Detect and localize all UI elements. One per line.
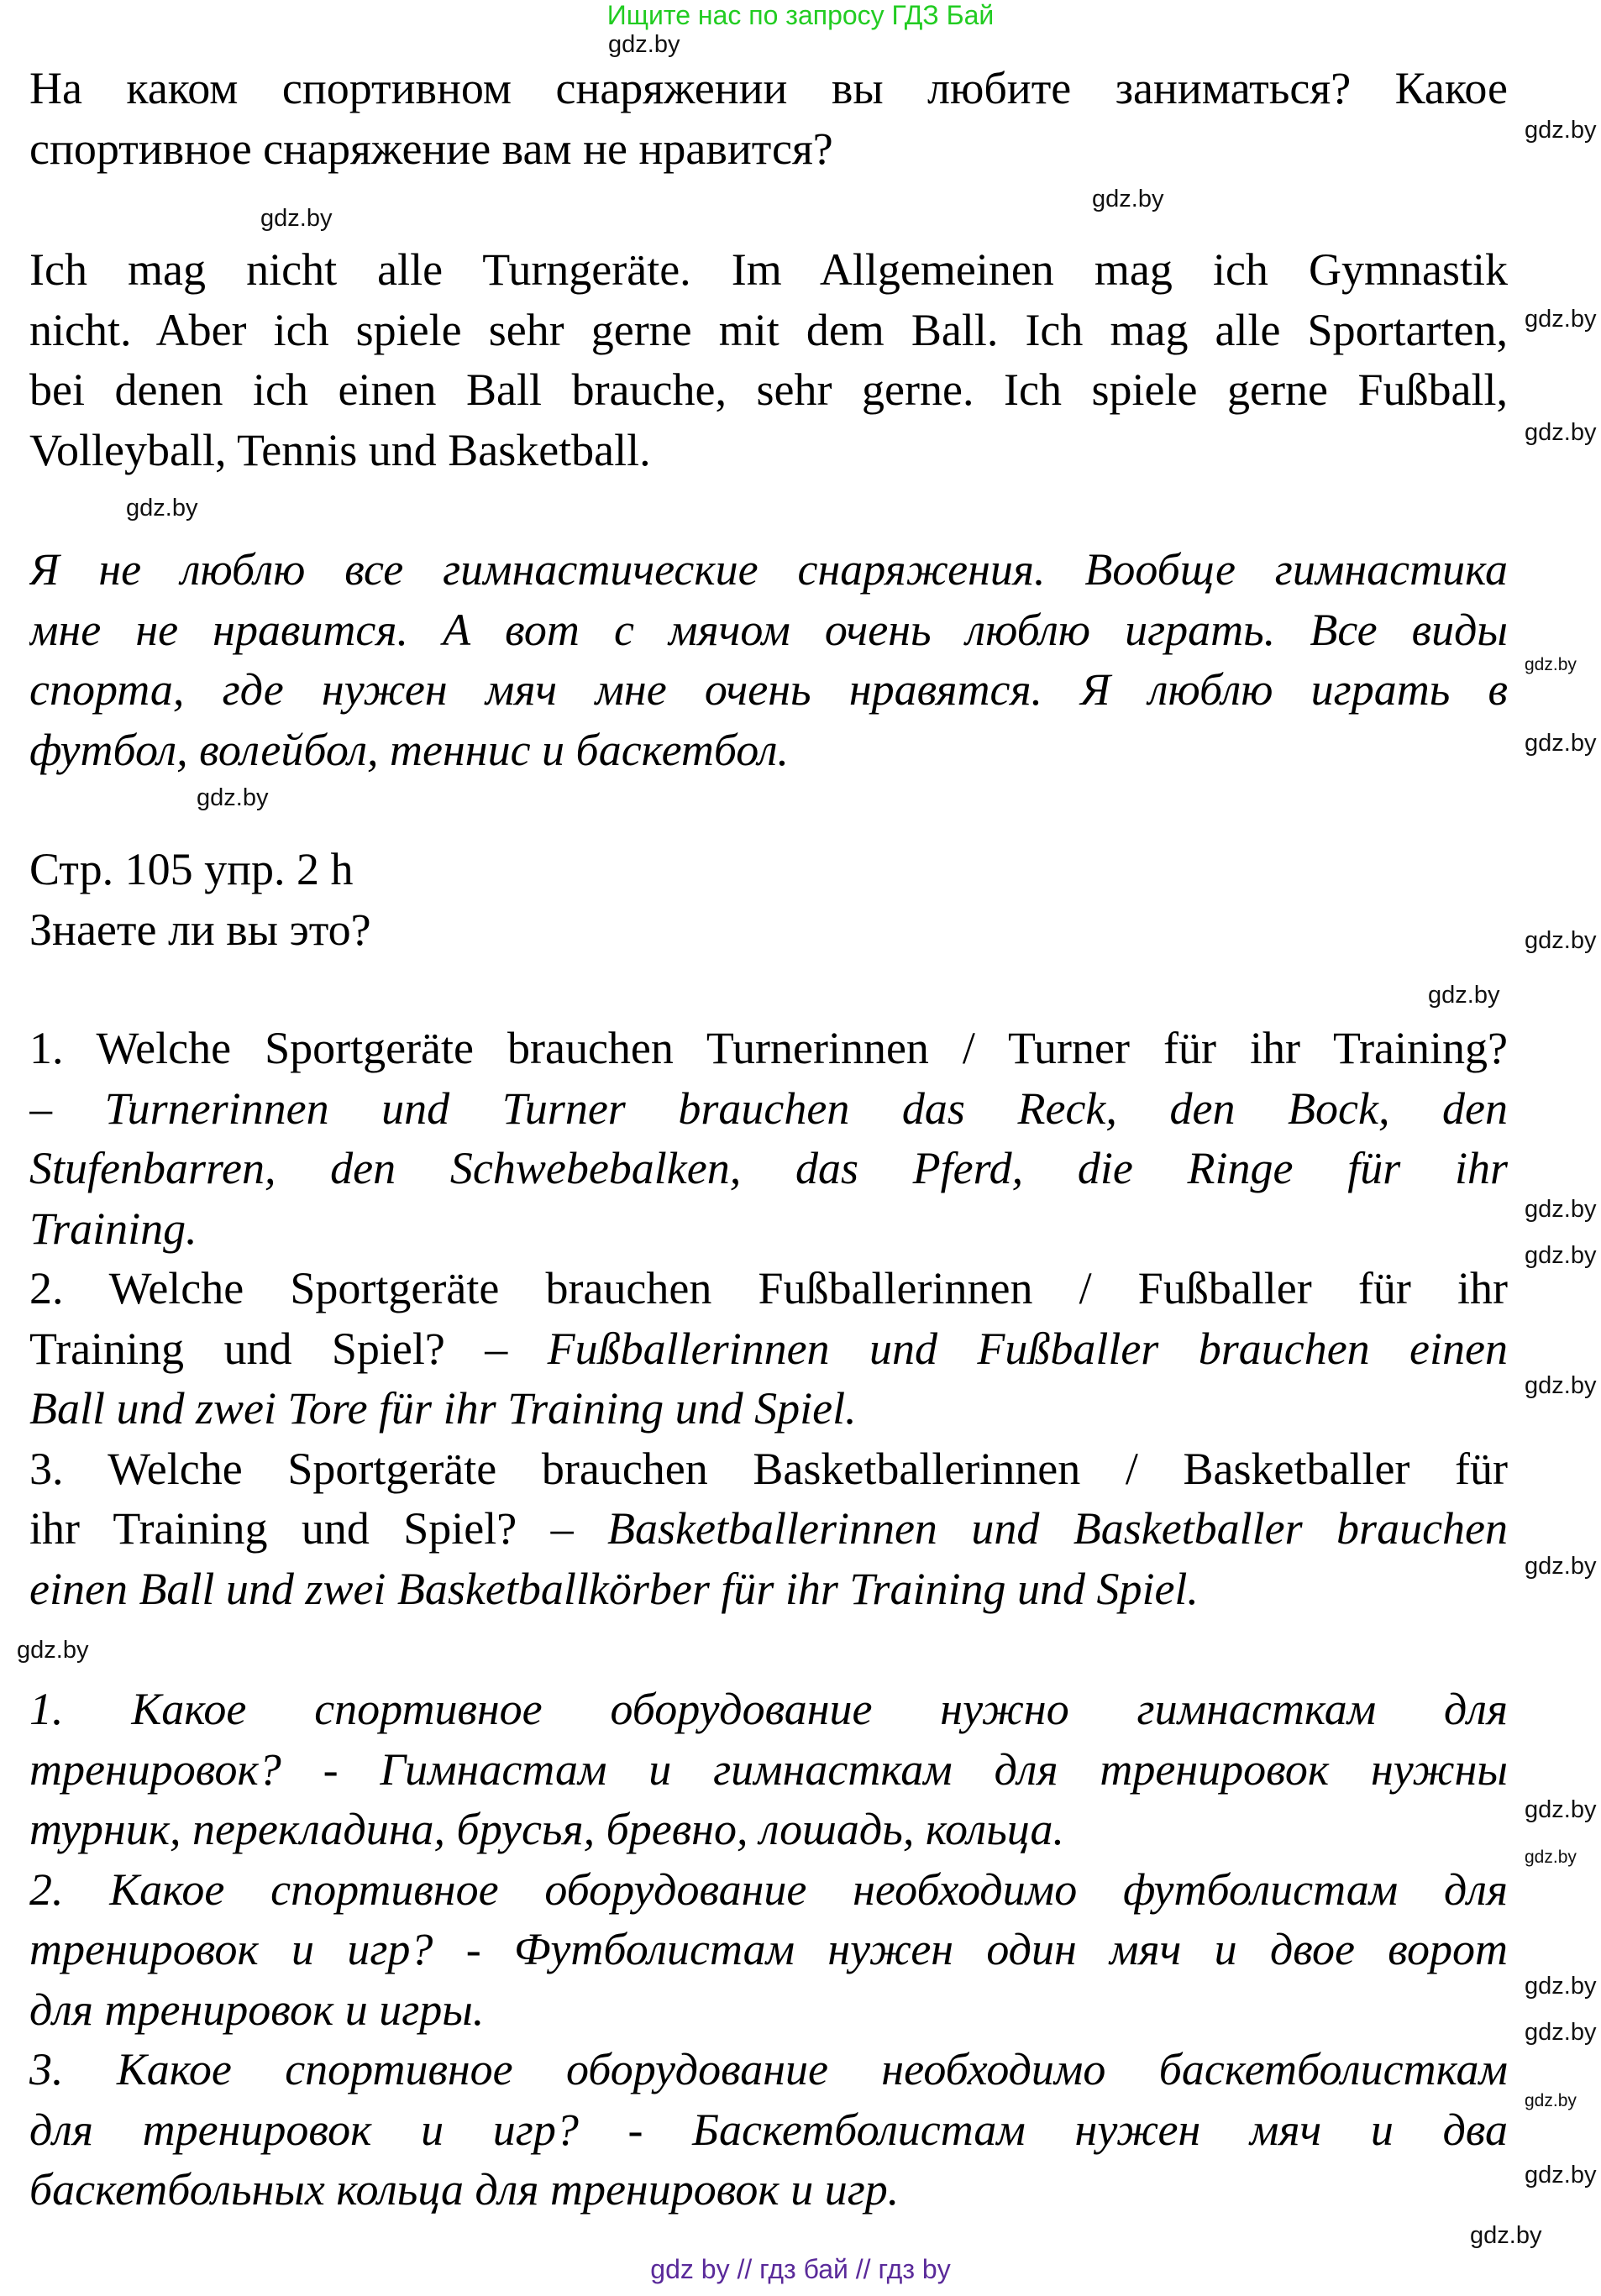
text-line: Я не люблю все гимнастические снаряжения. Вообще гимнастика [29, 544, 1508, 595]
watermark: gdz.by [1092, 186, 1164, 212]
text-line [29, 1439, 1508, 1500]
text-line: мне не нравится. А вот с мячом очень люблю играть. Все виды [29, 604, 1508, 655]
german-list [29, 1019, 1508, 1619]
watermark: gdz.by [1525, 730, 1597, 757]
answer-text: Training. [29, 1203, 197, 1254]
watermark: gdz.by [260, 205, 333, 232]
text-line [29, 1319, 1508, 1380]
exercise-ref: Стр. 105 упр. 2 h [29, 844, 354, 894]
text-line: Volleyball, Tennis und Basketball. [29, 424, 651, 475]
watermark: gdz.by [1525, 1196, 1597, 1223]
text-line: баскетбольных кольца для тренировок и игр. [29, 2164, 900, 2215]
watermark: gdz.by [1525, 2091, 1577, 2110]
text-line [29, 1019, 1508, 1079]
watermark: gdz.by [608, 31, 680, 58]
watermark: gdz.by [17, 1637, 89, 1664]
answer-text: einen Ball und zwei Basketballkörber für ihr Training und Spiel. [29, 1563, 1199, 1614]
watermark: gdz.by [1525, 1553, 1597, 1580]
text-line: 2. Какое спортивное оборудование необходимо футболистам для [29, 1864, 1508, 1915]
question [29, 59, 1508, 179]
text-line [29, 1259, 1508, 1319]
watermark: gdz.by [1525, 1372, 1597, 1399]
text-line: футбол, волейбол, теннис и баскетбол. [29, 724, 789, 775]
watermark: gdz.by [1428, 982, 1500, 1009]
text-line [29, 1139, 1508, 1199]
question-text: 2. Welche Sportgeräte brauchen Fußballerinnen / Fußballer für ihr [29, 1263, 1508, 1313]
watermark: gdz.by [1525, 1848, 1577, 1867]
text-line: для тренировок и игры. [29, 1984, 485, 2035]
exercise-title: Знаете ли вы это? [29, 904, 371, 955]
text-line [29, 1379, 1508, 1439]
exercise-heading [29, 840, 1508, 960]
text-line: bei denen ich einen Ball brauche, sehr gerne. Ich spiele gerne Fußball, [29, 364, 1508, 415]
text-line [29, 1079, 1508, 1140]
watermark: gdz.by [1525, 1242, 1597, 1269]
german-answer [29, 240, 1508, 480]
watermark: gdz.by [197, 784, 269, 811]
answer-text: Ball und zwei Tore für ihr Training und Spiel. [29, 1383, 857, 1434]
watermark: gdz.by [1525, 306, 1597, 333]
answer-text: Stufenbarren, den Schwebebalken, das Pferd, die Ringe für ihr [29, 1143, 1508, 1193]
russian-translation [29, 540, 1508, 780]
watermark: gdz.by [1525, 1973, 1597, 2000]
text-line: турник, перекладина, брусья, бревно, лошадь, кольца. [29, 1804, 1064, 1854]
question-text: 3. Welche Sportgeräte brauchen Basketballerinnen / Basketballer für [29, 1443, 1508, 1494]
watermark: gdz.by [1525, 655, 1577, 674]
text-line [29, 1499, 1508, 1559]
answer-text: Fußballerinnen und Fußballer brauchen einen [547, 1323, 1508, 1374]
watermark: gdz.by [1470, 2222, 1542, 2249]
footer-links: gdz by // гдз бай // гдз by [650, 2254, 951, 2284]
watermark: gdz.by [1525, 117, 1597, 144]
watermark: gdz.by [1525, 2019, 1597, 2046]
watermark: gdz.by [1525, 927, 1597, 954]
text-line: тренировок и игр? - Футболистам нужен один мяч и двое ворот [29, 1924, 1508, 1974]
russian-list [29, 1680, 1508, 2220]
watermark: gdz.by [1525, 2162, 1597, 2189]
watermark: gdz.by [1525, 419, 1597, 446]
answer-text: Basketballerinnen und Basketballer brauchen [607, 1503, 1508, 1554]
text-line: тренировок? - Гимнастам и гимнасткам для тренировок нужны [29, 1743, 1508, 1795]
question-text: Training und Spiel? – [29, 1323, 548, 1374]
watermark: gdz.by [126, 495, 198, 522]
text-line: 1. Какое спортивное оборудование нужно гимнасткам для [29, 1684, 1508, 1734]
watermark: gdz.by [1525, 1796, 1597, 1823]
text-line: На каком спортивном снаряжении вы любите заниматься? Какое [29, 63, 1508, 113]
text-line: 3. Какое спортивное оборудование необходимо баскетболисткам [29, 2044, 1508, 2094]
question-text: ihr Training und Spiel? – [29, 1503, 608, 1554]
text-line: спорта, где нужен мяч мне очень нравятся. Я люблю играть в [29, 664, 1508, 715]
text-line: nicht. Aber ich spiele sehr gerne mit dem Ball. Ich mag alle Sportarten, [29, 304, 1508, 355]
text-line: Ich mag nicht alle Turngeräte. Im Allgemeinen mag ich Gymnastik [29, 244, 1508, 295]
text-line [29, 1559, 1508, 1620]
question-text: 1. Welche Sportgeräte brauchen Turnerinnen / Turner für ihr Training? [29, 1023, 1508, 1073]
text-line [29, 1199, 1508, 1260]
text-line: спортивное снаряжение вам не нравится? [29, 123, 833, 174]
text-line: для тренировок и игр? - Баскетболистам нужен мяч и два [29, 2104, 1508, 2155]
promo-header: Ищите нас по запросу ГДЗ Бай [606, 0, 995, 30]
answer-text: – Turnerinnen und Turner brauchen das Reck, den Bock, den [29, 1082, 1508, 1134]
